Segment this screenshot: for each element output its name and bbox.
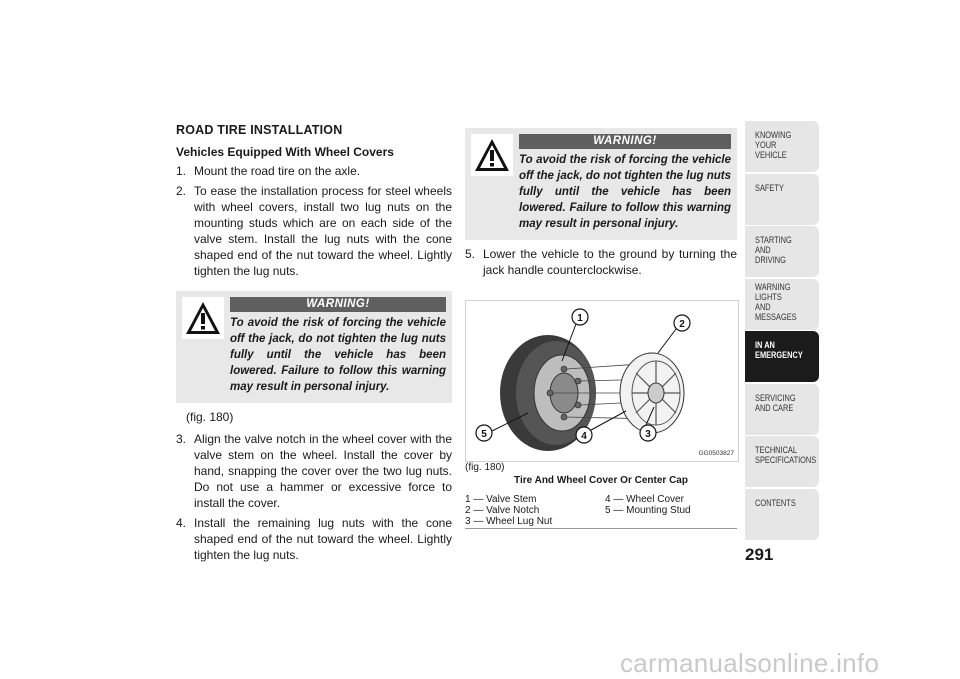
callout-1: 1: [577, 313, 583, 324]
page-number: 291: [745, 545, 774, 564]
step-1: 1. Mount the road tire on the axle.: [176, 164, 361, 178]
callout-5: 5: [481, 429, 487, 440]
legend-item: 4 — Wheel Cover: [605, 494, 684, 505]
wheel-diagram: [466, 301, 738, 461]
legend-divider: [465, 528, 737, 529]
legend-item: 1 — Valve Stem: [465, 494, 537, 505]
section-heading: ROAD TIRE INSTALLATION: [176, 123, 343, 137]
legend-item: [605, 516, 737, 527]
tab-knowing-your-vehicle[interactable]: KNOWING YOUR VEHICLE: [745, 121, 819, 172]
warning-box-right: [465, 128, 737, 240]
figure-meta: [465, 462, 737, 527]
figure-legend: [465, 494, 737, 527]
step-2: 2. To ease the installation process for steel wheels with wheel covers, install two lug nuts on the mounting studs which are on each side of the valve stem. Install the lug nuts with the cone shaped end of the nut toward the wheel. Lightly tighten the lug nuts.: [176, 184, 452, 278]
watermark: carmanualsonline.info: [620, 648, 880, 678]
warning-text: To avoid the risk of forcing the vehicle off the jack, do not tighten the lug nuts fully until the vehicle has been lowered. Failure to follow this warning may result in personal injury.: [519, 154, 731, 230]
legend-item: 2 — Valve Notch: [465, 505, 540, 516]
tab-technical-specifications[interactable]: TECHNICAL SPECIFICATIONS: [745, 436, 819, 487]
legend-item: 5 — Mounting Stud: [605, 505, 691, 516]
subsection-heading: Vehicles Equipped With Wheel Covers: [176, 145, 394, 159]
figure-code: GG0503827: [698, 450, 734, 457]
warning-title: WARNING!: [230, 297, 446, 312]
figure-ref-label: (fig. 180): [465, 462, 505, 473]
warning-triangle-icon: [182, 297, 224, 339]
right-column: [465, 128, 737, 282]
callout-2: 2: [679, 319, 685, 330]
tab-warning-lights[interactable]: WARNING LIGHTS AND MESSAGES: [745, 279, 819, 330]
legend-item: 3 — Wheel Lug Nut: [465, 516, 553, 527]
step-3: 3. Align the valve notch in the wheel cover with the valve stem on the wheel. Install the cover by hand, snapping the cover over the two lug nuts. Do not use a hammer or excessive force to install the cover.: [176, 432, 452, 510]
step-4: 4. Install the remaining lug nuts with the cone shaped end of the nut toward the wheel. Lightly tighten the lug nuts.: [176, 516, 452, 562]
warning-title: WARNING!: [519, 134, 731, 149]
tab-safety[interactable]: SAFETY: [745, 174, 819, 225]
tab-starting-and-driving[interactable]: STARTING AND DRIVING: [745, 226, 819, 277]
warning-box-left: [176, 291, 452, 403]
step-5: 5. Lower the vehicle to the ground by turning the jack handle counterclockwise.: [465, 247, 737, 277]
warning-text: To avoid the risk of forcing the vehicle off the jack, do not tighten the lug nuts fully until the vehicle has been lowered. Failure to follow this warning may result in personal injury.: [230, 317, 446, 393]
callout-3: 3: [645, 429, 651, 440]
tire-wheel-cover-illustration: [465, 300, 739, 462]
warning-triangle-icon: [471, 134, 513, 176]
tab-in-an-emergency[interactable]: IN AN EMERGENCY: [745, 331, 819, 382]
callout-4: 4: [581, 431, 587, 442]
figure-caption: Tire And Wheel Cover Or Center Cap: [514, 475, 688, 486]
chapter-tabs: [745, 121, 819, 541]
figure-reference: (fig. 180): [186, 410, 234, 424]
tab-servicing-and-care[interactable]: SERVICING AND CARE: [745, 384, 819, 435]
tab-contents[interactable]: CONTENTS: [745, 489, 819, 540]
left-column: [176, 122, 452, 567]
